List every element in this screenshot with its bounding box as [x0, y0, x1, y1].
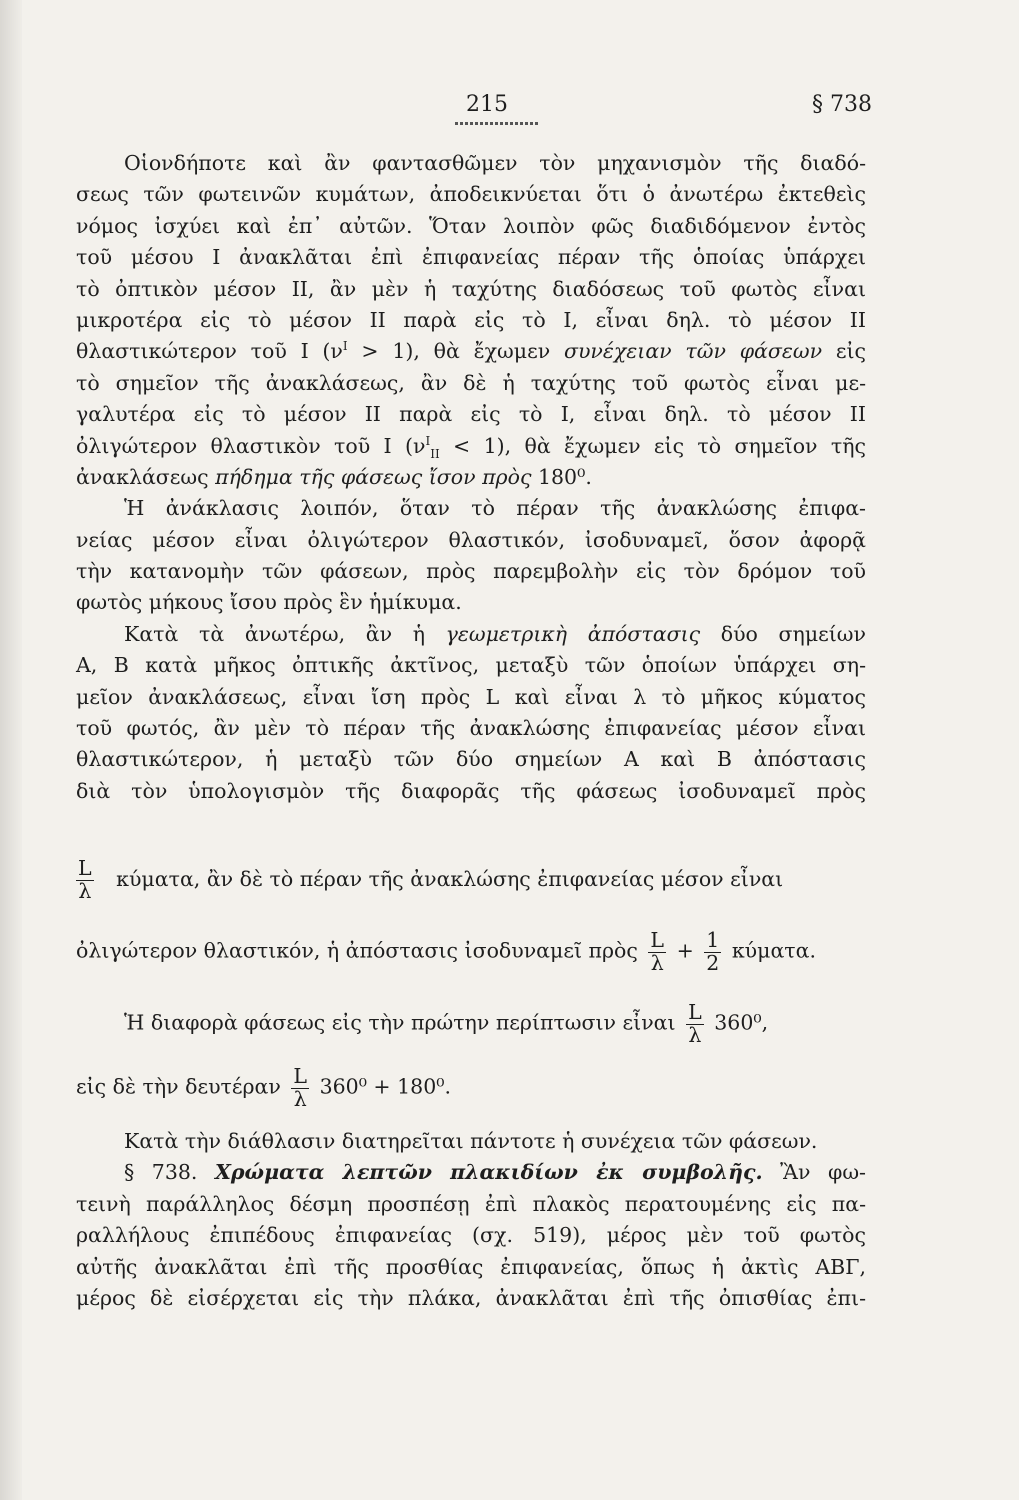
text-line: μεῖον ἀνακλάσεως, εἶναι ἴση πρὸς L καὶ εἶναι λ τὸ μῆκος κύματος	[76, 684, 866, 709]
page-edge	[0, 0, 22, 1500]
superscript: Ι	[342, 339, 348, 354]
text-line	[76, 336, 866, 367]
page-number: 215	[466, 92, 508, 117]
text-line: ραλλήλους ἐπιπέδους ἐπιφανείας (σχ. 519), μέρος μὲν τοῦ φωτὸς	[76, 1223, 866, 1248]
text-line	[76, 1157, 866, 1188]
text-line: Ἡ ἀνάκλασις λοιπόν, ὅταν τὸ πέραν τῆς ἀνακλώσης ἐπιφα-	[124, 496, 866, 521]
page-header	[0, 92, 1019, 132]
text-line: τεινὴ παράλληλος δέσμη προσπέσῃ ἐπὶ πλακὸς περατουμένης εἰς πα-	[76, 1191, 866, 1216]
plus-sign: +	[676, 938, 694, 963]
numerator: L	[78, 856, 92, 880]
text-line: μέρος δὲ εἰσέρχεται εἰς τὴν πλάκα, ἀνακλᾶται ἐπὶ τῆς ὀπισθίας ἐπι-	[76, 1285, 866, 1310]
text-line: Α, Β κατὰ μῆκος ὀπτικῆς ἀκτῖνος, μεταξὺ τῶν ὁποίων ὑπάρχει ση-	[76, 653, 866, 678]
denominator: λ	[688, 1022, 702, 1047]
text-span: 180⁰.	[537, 464, 592, 489]
fraction-L-over-lambda	[291, 1066, 309, 1110]
numerator: L	[688, 1000, 702, 1024]
text-line: νόμος ἰσχύει καὶ ἐπ᾽ αὐτῶν. Ὅταν λοιπὸν φῶς διαδιδόμενον ἐντὸς	[76, 213, 866, 238]
text-span: κύματα.	[731, 938, 817, 963]
text-line: τὸ ὀπτικὸν μέσον ΙΙ, ἂν μὲν ἡ ταχύτης διαδόσεως τοῦ φωτὸς εἶναι	[76, 276, 866, 301]
text-line: γαλυτέρα εἰς τὸ μέσον ΙΙ παρὰ εἰς τὸ Ι, εἶναι δηλ. τὸ μέσον ΙΙ	[76, 402, 866, 427]
italic-term: πήδημα τῆς φάσεως ἴσον πρὸς	[215, 464, 532, 489]
text-span: Ἂν φω-	[780, 1160, 866, 1185]
denominator: λ	[293, 1086, 307, 1111]
phase-360: 360⁰,	[714, 1010, 769, 1035]
text-line: σεως τῶν φωτεινῶν κυμάτων, ἀποδεικνύεται ὅτι ὁ ἀνωτέρω ἐκτεθεὶς	[76, 182, 866, 207]
subscript: ΙΙ	[430, 446, 440, 461]
text-line: τοῦ φωτός, ἂν μὲν τὸ πέραν τῆς ἀνακλώσης ἐπιφανείας μέσον εἶναι	[76, 716, 866, 741]
text-line: αὐτῆς ἀνακλᾶται ἐπὶ τῆς προσθίας ἐπιφανείας, ὅπως ἡ ἀκτὶς ΑΒΓ,	[76, 1254, 866, 1279]
fraction-line	[76, 858, 866, 902]
text-span: δύο σημείων	[720, 621, 866, 646]
page-body	[76, 148, 866, 807]
fraction-L-over-lambda	[686, 1002, 704, 1046]
text-line: τοῦ μέσου Ι ἀνακλᾶται ἐπὶ ἐπιφανείας πέραν τῆς ὁποίας ὑπάρχει	[76, 245, 866, 270]
header-rule	[455, 122, 539, 125]
text-line: νείας μέσον εἶναι ὀλιγώτερον θλαστικόν, ἰσοδυναμεῖ, ὅσον ἀφορᾷ	[76, 527, 866, 552]
text-line: τὸ σημεῖον τῆς ἀνακλάσεως, ἂν δὲ ἡ ταχύτης τοῦ φωτὸς εἶναι με-	[76, 370, 866, 395]
text-span: Κατὰ τὰ ἀνωτέρω, ἂν ἡ	[124, 621, 425, 646]
section-ref: § 738	[812, 92, 872, 117]
fraction-L-over-lambda	[648, 930, 666, 974]
text-line: διὰ τὸν ὑπολογισμὸν τῆς διαφορᾶς τῆς φάσεως ἰσοδυναμεῖ πρὸς	[76, 778, 866, 803]
text-span: Ἡ διαφορὰ φάσεως εἰς τὴν πρώτην περίπτωσιν εἶναι	[124, 1010, 676, 1035]
text-span: ὀλιγώτερον θλαστικὸν τοῦ Ι (ν	[76, 433, 426, 458]
equation-line	[76, 1066, 866, 1110]
text-line	[76, 431, 866, 462]
text-line	[76, 462, 866, 493]
text-span: εἰς δὲ τὴν δευτέραν	[76, 1074, 281, 1099]
text-span: κύματα, ἂν δὲ τὸ πέραν τῆς ἀνακλώσης ἐπιφανείας μέσον εἶναι	[116, 866, 784, 891]
italic-term: γεωμετρικὴ ἀπόστασις	[445, 621, 701, 646]
section-title: Χρώματα λεπτῶν πλακιδίων ἐκ συμβολῆς.	[215, 1160, 763, 1185]
text-line: Κατὰ τὴν διάθλασιν διατηρεῖται πάντοτε ἡ συνέχεια τῶν φάσεων.	[124, 1129, 818, 1153]
numerator: L	[293, 1064, 308, 1088]
text-line: φωτὸς μήκους ἴσου πρὸς ἓν ἡμίκυμα.	[76, 590, 462, 615]
phase-360-180: 360⁰ + 180⁰.	[319, 1074, 451, 1099]
text-span: εἰς	[835, 339, 866, 364]
fraction-one-half	[704, 930, 721, 974]
equation-line	[76, 1002, 914, 1046]
text-line: Οἱονδήποτε καὶ ἂν φαντασθῶμεν τὸν μηχανισμὸν τῆς διαδό-	[124, 151, 866, 175]
fraction-L-over-lambda	[76, 858, 94, 902]
text-span: ἀνακλάσεως	[76, 464, 209, 489]
text-line	[76, 619, 866, 650]
text-span: θλαστικώτερον τοῦ Ι (ν	[76, 339, 343, 364]
page-body-lower	[76, 1126, 866, 1314]
superscript: Ι	[425, 433, 431, 448]
denominator: 2	[706, 950, 720, 975]
text-span: ὀλιγώτερον θλαστικόν, ἡ ἀπόστασις ἰσοδυναμεῖ πρὸς	[76, 938, 638, 963]
numerator: 1	[706, 928, 720, 952]
text-line: θλαστικώτερον, ἡ μεταξὺ τῶν δύο σημείων Α καὶ Β ἀπόστασις	[76, 747, 866, 772]
text-span: < 1), θὰ ἔχωμεν εἰς τὸ σημεῖον τῆς	[453, 433, 866, 458]
denominator: λ	[650, 950, 664, 975]
denominator: λ	[78, 878, 92, 903]
numerator: L	[650, 928, 665, 952]
text-span: > 1), θὰ ἔχωμεν	[361, 339, 551, 364]
italic-term: συνέχειαν τῶν φάσεων	[563, 339, 823, 364]
equation-line	[76, 930, 866, 974]
text-line: τὴν κατανομὴν τῶν φάσεων, πρὸς παρεμβολὴν εἰς τὸν δρόμον τοῦ	[76, 559, 866, 584]
section-number: § 738.	[124, 1160, 198, 1185]
text-line: μικροτέρα εἰς τὸ μέσον ΙΙ παρὰ εἰς τὸ Ι, εἶναι δηλ. τὸ μέσον ΙΙ	[76, 307, 866, 332]
